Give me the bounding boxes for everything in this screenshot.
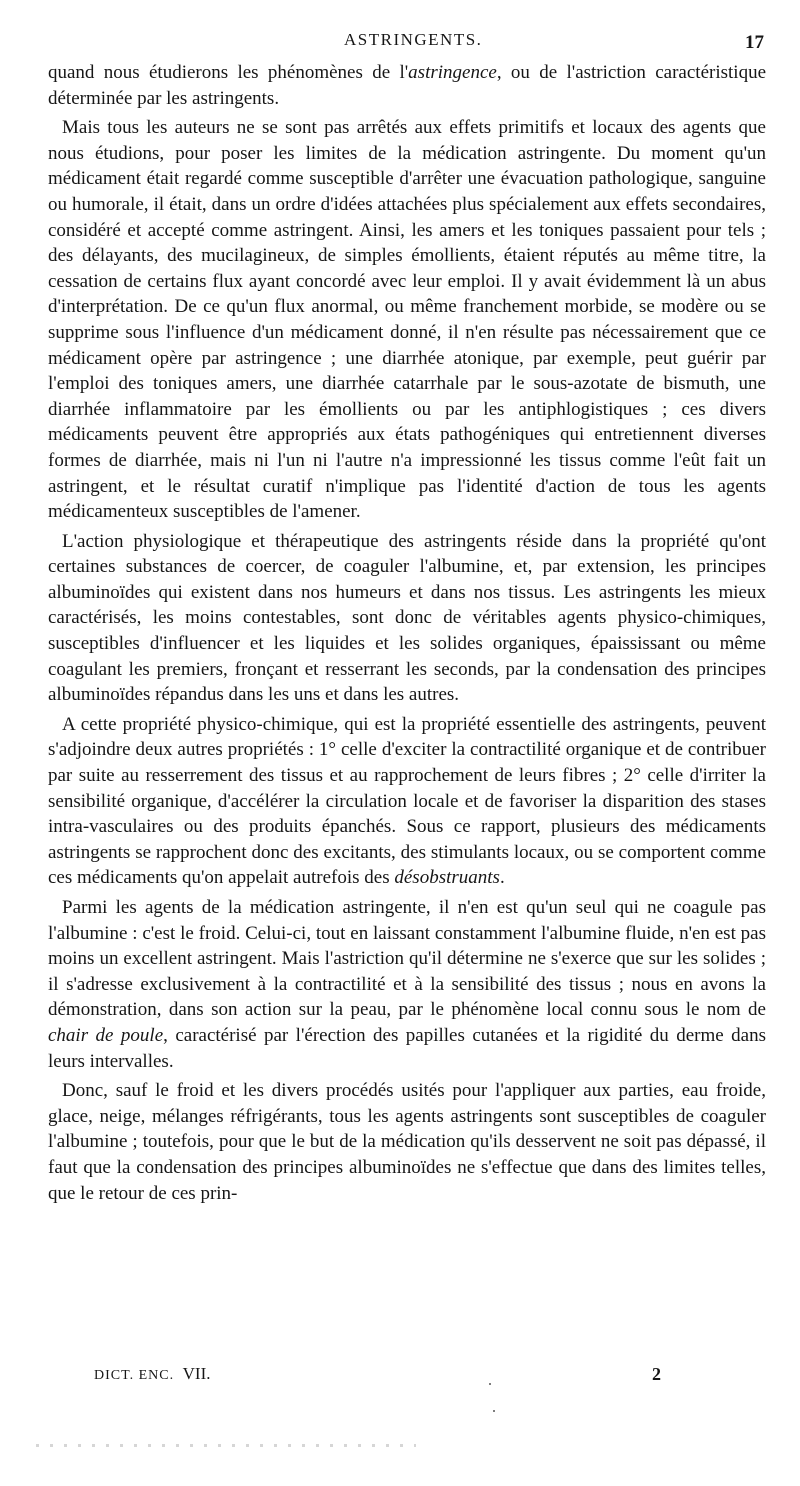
volume-number: VII. — [182, 1364, 211, 1383]
italic-term: astringence — [408, 62, 497, 83]
italic-term: désobstruants — [394, 867, 500, 889]
paragraph — [48, 895, 766, 1074]
text-run: , ou de l'astriction caractéristique déterminée par les astringents. — [48, 62, 766, 109]
body-text — [48, 60, 766, 1210]
paragraph — [48, 60, 766, 111]
paragraph — [48, 115, 766, 525]
text-run: . — [499, 867, 505, 889]
text-run: , caractérisé par l'érection des papilles cutanées et la rigidité du derme dans leurs intervalles. — [48, 1024, 766, 1072]
text-run: Mais tous les auteurs ne se sont pas arrêtés aux effets primitifs et locaux des agents que nous étudions, pour poser les limites de la médication astringente. Du moment qu'un médicament était regardé comme susceptible d'arrêter une évacuation pathologique, sanguine ou humorale, il était, dans un ordre d'idées attachées plus spécialement aux effets secondaires, considéré et accepté comme astringent. Ainsi, les amers et les toniques passaient pour tels ; des délayants, des mucilagineux, de simples émollients, étaient réputés au même titre, la cessation de certains flux ayant concordé avec leur emploi. Il y avait évidemment là un abus d'interprétation. De ce qu'un flux anormal, ou même franchement morbide, se modère ou se supprime sous l'influence d'un médicament donné, il n'en résulte pas nécessairement que ce médicament opère par astringence ; une diarrhée atonique, par exemple, peut guérir par l'emploi des toniques amers, une diarrhée catarrhale par le sous-azotate de bismuth, une diarrhée inflammatoire par les émollients ou par les antiphlogistiques ; ces divers médicaments peuvent être appropriés aux états pathogéniques qui entretiennent diverses formes de diarrhée, mais ni l'un ni l'autre n'a impressionné les tissus comme l'eût fait un astringent, et le résultat curatif n'implique pas l'identité d'action de tous les agents médicamenteux susceptibles de l'amener. — [48, 117, 766, 523]
text-run: L'action physiologique et thérapeutique des astringents réside dans la propriété qu'ont certaines substances de coercer, de coaguler l'albumine, et, par extension, les principes albuminoïdes qui existent dans nos humeurs et dans nos tissus. Les astringents les mieux caractérisés, les moins contestables, sont donc de véritables agents physico-chimiques, susceptibles d'influencer et les liquides et les solides organiques, épaississant ou même coagulant les premiers, fronçant et resserrant les seconds, par la condensation des principes albuminoïdes répandus dans les uns et dans les autres. — [48, 530, 766, 706]
running-title: ASTRINGENTS. — [344, 30, 483, 49]
running-head — [0, 30, 800, 54]
ink-speck — [489, 1383, 491, 1385]
text-run: quand nous étudierons les phénomènes de l' — [48, 62, 409, 83]
text-run: Parmi les agents de la médication astringente, il n'en est qu'un seul qui ne coagule pas l'albumine : c'est le froid. Celui-ci, tout en laissant constamment l'albumine fluide, n'en est pas moins un excellent astringent. Mais l'astriction qu'il détermine ne s'exerce que sur les solides ; il s'adresse exclusivement à la contractilité et à la sensibilité des tissus ; nous en avons la démonstration, dans son action sur la peau, par le phénomène local connu sous le nom de — [48, 897, 766, 1021]
printer-signature — [94, 1364, 210, 1384]
signature-mark: DICT. ENC. — [94, 1368, 175, 1383]
paragraph — [48, 529, 766, 708]
page-number: 17 — [745, 32, 764, 53]
italic-term: chair de poule — [48, 1024, 164, 1046]
text-run: A cette propriété physico-chimique, qui est la propriété essentielle des astringents, peuvent s'adjoindre deux autres propriétés : 1° celle d'exciter la contractilité organique et de contribuer par suite au resserrement des tissus et au rapprochement de leurs fibres ; 2° celle d'irriter la sensibilité organique, d'accélérer la circulation locale et de favoriser la disparition des stases intra-vasculaires ou des produits épanchés. Sous ce rapport, plusieurs des médicaments astringents se rapprochent donc des excitants, des stimulants locaux, ou se comportent comme ces médicaments qu'on appelait autrefois des — [48, 713, 766, 889]
page-footer — [0, 1364, 800, 1394]
paragraph — [48, 712, 766, 891]
sheet-number: 2 — [652, 1364, 661, 1384]
paragraph — [48, 1078, 766, 1206]
scan-artifact-line — [36, 1444, 416, 1447]
text-run: Donc, sauf le froid et les divers procédés usités pour l'appliquer aux parties, eau froide, glace, neige, mélanges réfrigérants, tous les agents astringents sont susceptibles de coaguler l'albumine ; toutefois, pour que le but de la médication qu'ils desservent ne soit pas dépassé, il faut que la condensation des principes albuminoïdes ne s'effectue que dans des limites telles, que le retour de ces prin- — [48, 1080, 766, 1204]
ink-speck — [493, 1410, 495, 1412]
